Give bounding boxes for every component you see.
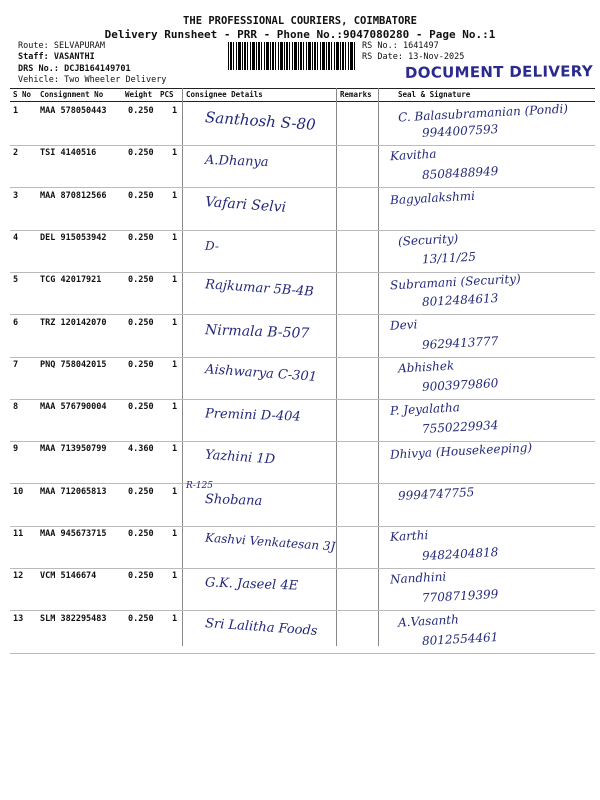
seal-signature: Bagyalakshmi xyxy=(389,188,476,207)
vehicle-value: Two Wheeler Delivery xyxy=(64,75,167,85)
table-row xyxy=(10,398,595,442)
weight-value: 0.250 xyxy=(128,317,154,328)
pcs-value: 1 xyxy=(172,486,178,497)
consignment-number: SLM 382295483 xyxy=(40,613,107,624)
pcs-value: 1 xyxy=(172,232,178,243)
route-label: Route: xyxy=(18,41,49,51)
pcs-value: 1 xyxy=(172,275,178,286)
table-top-rule xyxy=(10,88,595,89)
table-row xyxy=(10,187,595,231)
weight-value: 0.250 xyxy=(128,148,154,159)
consignee-handwriting: Kashvi Venkatesan 3J xyxy=(204,530,336,554)
table-row xyxy=(10,480,595,527)
consignee-note: R-125 xyxy=(186,480,213,491)
table-row xyxy=(10,567,595,611)
pcs-value: 1 xyxy=(172,106,178,116)
pcs-value: 1 xyxy=(172,529,178,539)
col-sno: S No xyxy=(13,90,32,99)
rs-no-line xyxy=(362,41,439,52)
consignment-number: PNQ 758042015 xyxy=(40,359,107,370)
signature-phone: 9003979860 xyxy=(421,375,499,394)
consignment-number: MAA 712065813 xyxy=(40,486,107,497)
serial-number: 2 xyxy=(13,148,19,159)
signature-phone: 9944007593 xyxy=(421,122,499,140)
consignee-handwriting: Vafari Selvi xyxy=(204,193,287,216)
table-row xyxy=(10,271,595,315)
table-row xyxy=(10,356,595,400)
consignee-handwriting: Santhosh S-80 xyxy=(204,108,317,134)
serial-number: 3 xyxy=(13,190,19,201)
consignee-handwriting: Sri Lalitha Foods xyxy=(204,615,318,639)
table-row xyxy=(10,610,595,654)
barcode xyxy=(228,42,356,70)
seal-signature: (Security) xyxy=(397,231,459,249)
consignment-number: TSI 4140516 xyxy=(40,148,97,159)
seal-signature: Abhishek xyxy=(397,358,455,376)
weight-value: 0.250 xyxy=(128,190,154,201)
serial-number: 13 xyxy=(13,613,24,624)
col-seal-signature: Seal & Signature xyxy=(398,90,471,99)
signature-phone: 7550229934 xyxy=(421,418,499,437)
seal-signature: Nandhini xyxy=(389,569,447,587)
serial-number: 11 xyxy=(13,529,24,539)
route-line xyxy=(18,41,105,52)
table-row xyxy=(10,525,595,569)
consignee-handwriting: Yazhini 1D xyxy=(204,447,276,468)
weight-value: 0.250 xyxy=(128,486,154,497)
drs-value: DCJB164149701 xyxy=(64,64,131,74)
weight-value: 0.250 xyxy=(128,106,154,116)
pcs-value: 1 xyxy=(172,444,178,455)
weight-value: 0.250 xyxy=(128,402,154,413)
pcs-value: 1 xyxy=(172,613,178,624)
weight-value: 0.250 xyxy=(128,613,154,624)
seal-signature: Devi xyxy=(389,316,418,333)
seal-signature: C. Balasubramanian (Pondi) xyxy=(397,101,569,125)
consignment-number: MAA 945673715 xyxy=(40,529,107,539)
pcs-value: 1 xyxy=(172,571,178,582)
pcs-value: 1 xyxy=(172,148,178,159)
signature-phone: 8012484613 xyxy=(421,291,499,310)
consignment-number: VCM 5146674 xyxy=(40,571,97,582)
seal-signature: P. Jeyalatha xyxy=(389,400,461,418)
consignment-number: MAA 870812566 xyxy=(40,190,107,201)
serial-number: 10 xyxy=(13,486,24,497)
signature-phone: 9482404818 xyxy=(421,545,499,563)
signature-phone: 8508488949 xyxy=(421,164,499,183)
signature-phone: 13/11/25 xyxy=(421,249,477,267)
consignee-handwriting: Aishwarya C-301 xyxy=(204,361,318,385)
document-delivery-stamp: DOCUMENT DELIVERY xyxy=(404,62,594,82)
serial-number: 1 xyxy=(13,106,19,116)
col-weight: Weight xyxy=(125,90,153,99)
col-remarks: Remarks xyxy=(340,90,372,99)
consignment-number: DEL 915053942 xyxy=(40,232,107,243)
serial-number: 5 xyxy=(13,275,19,286)
consignee-handwriting: G.K. Jaseel 4E xyxy=(204,575,299,594)
serial-number: 12 xyxy=(13,571,24,582)
consignee-handwriting: Nirmala B-507 xyxy=(204,321,310,342)
weight-value: 4.360 xyxy=(128,444,154,455)
table-row xyxy=(10,144,595,188)
weight-value: 0.250 xyxy=(128,529,154,539)
consignment-number: MAA 713950799 xyxy=(40,444,107,455)
drs-line xyxy=(18,64,131,75)
serial-number: 4 xyxy=(13,232,19,243)
consignee-handwriting: D- xyxy=(204,238,220,254)
staff-value: VASANTHI xyxy=(53,52,95,62)
seal-signature: Karthi xyxy=(389,528,429,544)
consignee-handwriting: Premini D-404 xyxy=(204,406,301,425)
pcs-value: 1 xyxy=(172,359,178,370)
pcs-value: 1 xyxy=(172,190,178,201)
consignee-handwriting: A.Dhanya xyxy=(204,153,269,171)
consignee-handwriting: Rajkumar 5B-4B xyxy=(204,277,315,300)
seal-signature: A.Vasanth xyxy=(397,612,460,630)
consignment-number: TCG 42017921 xyxy=(40,275,102,286)
serial-number: 9 xyxy=(13,444,19,455)
rs-date-label: RS Date: xyxy=(362,52,403,62)
route-value: SELVAPURAM xyxy=(53,41,106,51)
consignment-number: TRZ 120142070 xyxy=(40,317,107,328)
weight-value: 0.250 xyxy=(128,232,154,243)
consignment-number: MAA 578050443 xyxy=(40,106,107,116)
signature-phone: 7708719399 xyxy=(421,587,499,606)
vehicle-line xyxy=(18,75,166,86)
staff-line xyxy=(18,52,95,63)
seal-signature: Dhivya (Housekeeping) xyxy=(389,440,533,463)
serial-number: 7 xyxy=(13,359,19,370)
rs-no-label: RS No.: xyxy=(362,41,398,51)
table-row xyxy=(10,314,595,358)
weight-value: 0.250 xyxy=(128,571,154,582)
rs-no-value: 1641497 xyxy=(402,41,439,51)
table-row xyxy=(10,440,595,484)
serial-number: 8 xyxy=(13,402,19,413)
seal-signature: Kavitha xyxy=(389,147,437,164)
seal-signature: Subramani (Security) xyxy=(389,271,522,293)
weight-value: 0.250 xyxy=(128,359,154,370)
serial-number: 6 xyxy=(13,317,19,328)
staff-label: Staff: xyxy=(18,52,49,62)
seal-signature: 9994747755 xyxy=(397,484,475,503)
weight-value: 0.250 xyxy=(128,275,154,286)
rs-date-line xyxy=(362,52,464,63)
signature-phone: 8012554461 xyxy=(421,629,499,648)
table-row xyxy=(10,229,595,273)
col-consignee-details: Consignee Details xyxy=(186,90,263,99)
runsheet-subtitle: Delivery Runsheet - PRR - Phone No.:9047080280 - Page No.:1 xyxy=(104,28,496,41)
col-pcs: PCS xyxy=(160,90,174,99)
col-consignment-no: Consignment No xyxy=(40,90,104,99)
company-title: THE PROFESSIONAL COURIERS, COIMBATORE xyxy=(183,15,417,27)
rs-date-value: 13-Nov-2025 xyxy=(408,52,465,62)
vehicle-label: Vehicle: xyxy=(18,75,59,85)
consignment-number: MAA 576790004 xyxy=(40,402,107,413)
consignee-handwriting: Shobana xyxy=(204,491,263,509)
drs-label: DRS No.: xyxy=(18,64,59,74)
pcs-value: 1 xyxy=(172,402,178,413)
signature-phone: 9629413777 xyxy=(421,333,499,352)
table-row xyxy=(10,102,595,146)
pcs-value: 1 xyxy=(172,317,178,328)
